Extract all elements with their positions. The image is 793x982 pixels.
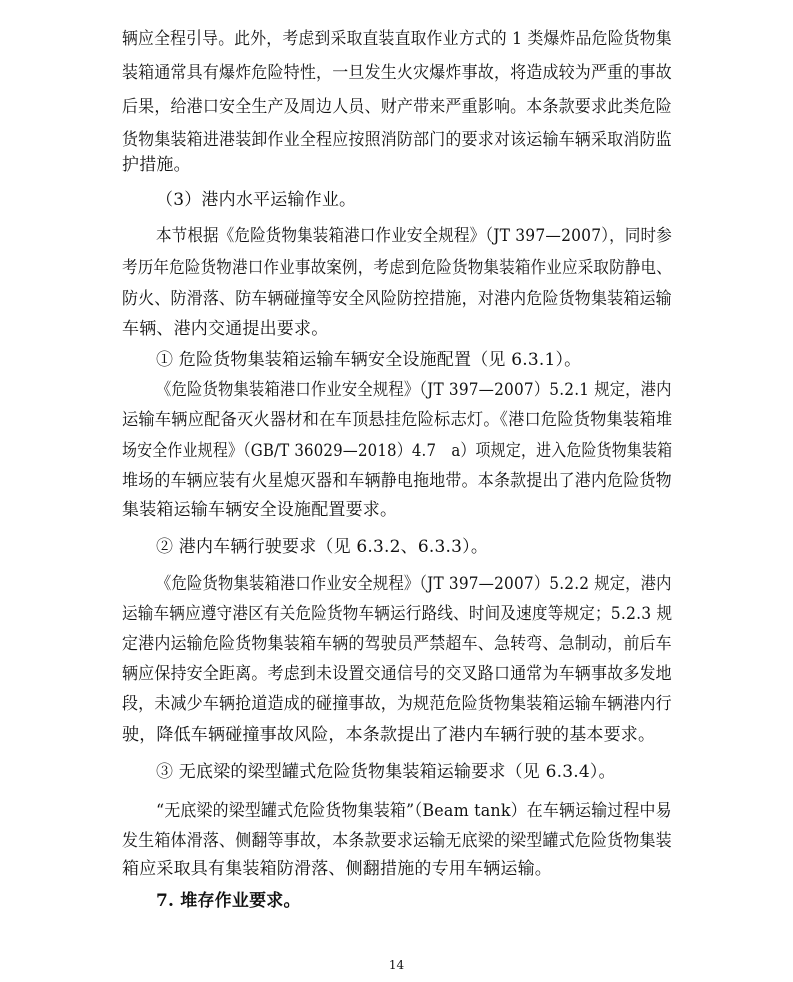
text-line: 本节根据《危险货物集装箱港口作业安全规程》（JT 397—2007），同时参	[156, 226, 672, 246]
text-line: 辆应全程引导。此外，考虑到采取直装直取作业方式的 1 类爆炸品危险货物集	[122, 29, 672, 49]
text-line: 装箱通常具有爆炸危险特性，一旦发生火灾爆炸事故，将造成较为严重的事故	[122, 63, 672, 83]
subsection-heading: ③ 无底梁的梁型罐式危险货物集装箱运输要求（见 6.3.4）。	[156, 762, 616, 782]
text-line: 货物集装箱进港装卸作业全程应按照消防部门的要求对该运输车辆采取消防监	[122, 130, 672, 150]
text-line: 考历年危险货物港口作业事故案例，考虑到危险货物集装箱作业应采取防静电、	[122, 258, 672, 278]
section-heading: （3）港内水平运输作业。	[156, 190, 357, 210]
text-line: 防火、防滑落、防车辆碰撞等安全风险防控措施，对港内危险货物集装箱运输	[122, 289, 672, 309]
text-line: 定港内运输危险货物集装箱车辆的驾驶员严禁超车、急转弯、急制动，前后车	[122, 634, 672, 654]
text-line: 箱应采取具有集装箱防滑落、侧翻措施的专用车辆运输。	[122, 859, 552, 879]
subsection-heading: ② 港内车辆行驶要求（见 6.3.2、6.3.3）。	[156, 537, 489, 557]
text-line: 场安全作业规程》（GB/T 36029—2018）4.7 a）项规定，进入危险货物集装箱	[122, 441, 673, 461]
text-line: 堆场的车辆应装有火星熄灭器和车辆静电拖地带。本条款提出了港内危险货物	[122, 471, 672, 491]
text-line: 驶，降低车辆碰撞事故风险，本条款提出了港内车辆行驶的基本要求。	[122, 725, 656, 745]
text-line: 《危险货物集装箱港口作业安全规程》（JT 397—2007）5.2.2 规定，港内	[156, 574, 672, 594]
page-number: 14	[388, 958, 405, 972]
text-line: 护措施。	[122, 155, 191, 175]
section-heading: 7. 堆存作业要求。	[156, 891, 301, 911]
text-line: 运输车辆应配备灭火器材和在车顶悬挂危险标志灯。《港口危险货物集装箱堆	[122, 410, 673, 430]
text-line: “无底梁的梁型罐式危险货物集装箱”（Beam tank）在车辆运输过程中易	[156, 801, 672, 821]
text-line: 集装箱运输车辆安全设施配置要求。	[122, 500, 398, 520]
text-line: 运输车辆应遵守港区有关危险货物车辆运行路线、时间及速度等规定；5.2.3 规	[122, 604, 673, 624]
subsection-heading: ① 危险货物集装箱运输车辆安全设施配置（见 6.3.1）。	[156, 350, 582, 370]
text-line: 发生箱体滑落、侧翻等事故，本条款要求运输无底梁的梁型罐式危险货物集装	[122, 831, 672, 851]
text-line: 后果，给港口安全生产及周边人员、财产带来严重影响。本条款要求此类危险	[122, 97, 672, 117]
text-line: 车辆、港内交通提出要求。	[122, 319, 329, 339]
text-line: 辆应保持安全距离。考虑到未设置交通信号的交叉路口通常为车辆事故多发地	[122, 664, 672, 684]
text-line: 段，未减少车辆抢道造成的碰撞事故，为规范危险货物集装箱运输车辆港内行	[122, 694, 672, 714]
text-line: 《危险货物集装箱港口作业安全规程》（JT 397—2007）5.2.1 规定，港内	[156, 380, 672, 400]
